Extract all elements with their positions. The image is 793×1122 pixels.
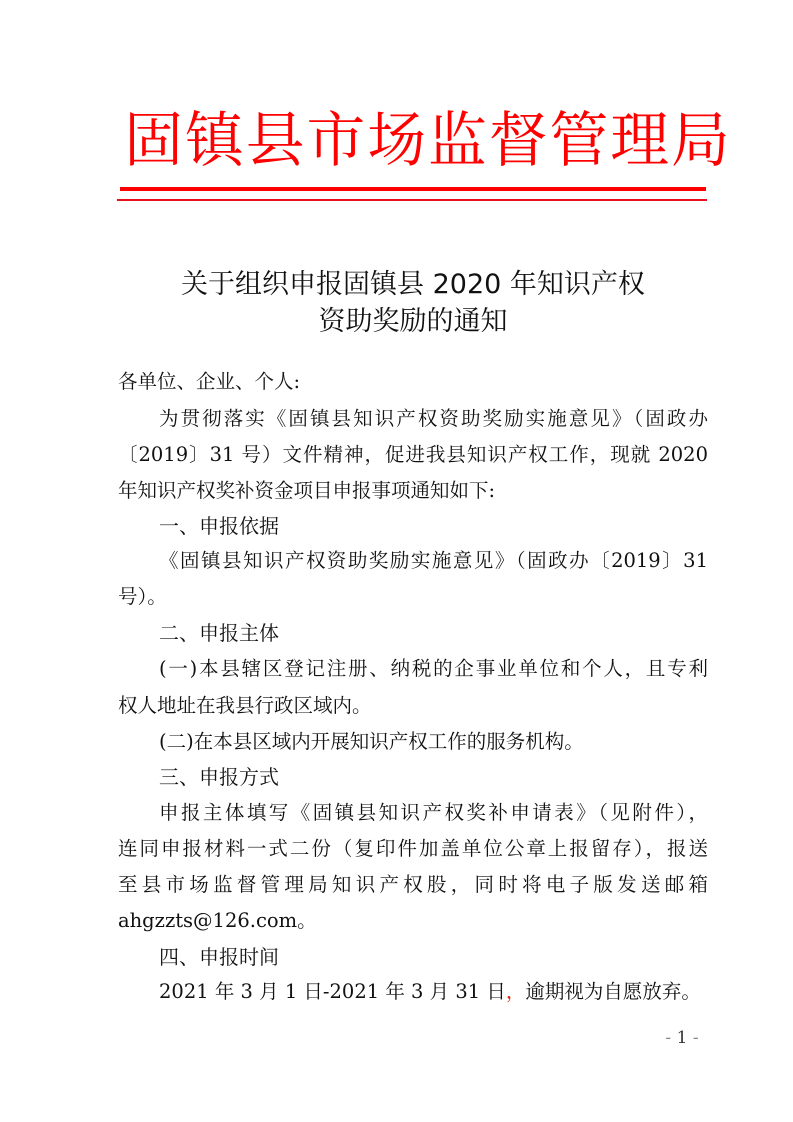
section-heading-applicant: 二、申报主体 bbox=[159, 621, 279, 645]
section-heading-method: 三、申报方式 bbox=[159, 765, 279, 789]
masthead-text: 固镇县市场监督管理局 bbox=[124, 106, 732, 176]
page-number bbox=[652, 1024, 712, 1052]
section-time-line bbox=[118, 974, 708, 1010]
intro-line-3: 年知识产权奖补资金项目申报事项通知如下: bbox=[118, 479, 496, 502]
section-method-line-3: 至县市场监督管理局知识产权股，同时将电子版发送邮箱 bbox=[118, 873, 708, 896]
document-title-line-1: 关于组织申报固镇县 2020 年知识产权 bbox=[181, 269, 645, 300]
section-basis-line-1: 《固镇县知识产权资助奖励实施意见》（固政办〔2019〕31 bbox=[159, 549, 708, 572]
salutation: 各单位、企业、个人: bbox=[118, 370, 301, 393]
masthead-title bbox=[118, 104, 732, 178]
page-number-value: 1 bbox=[676, 1028, 688, 1048]
section-method-email: ahgzzts@126.com。 bbox=[118, 909, 317, 932]
section-basis-line-2: 号）。 bbox=[118, 585, 167, 608]
section-heading-basis: 一、申报依据 bbox=[159, 514, 279, 538]
page-number-dash-right: - bbox=[692, 1028, 699, 1048]
section-time-dates: 2021 年 3 月 1 日-2021 年 3 月 31 日 bbox=[159, 980, 506, 1003]
section-heading-time: 四、申报时间 bbox=[159, 945, 279, 969]
section-applicant-line-1: (一)本县辖区登记注册、纳税的企事业单位和个人，且专利 bbox=[159, 657, 708, 680]
section-applicant-line-2: 权人地址在我县行政区域内。 bbox=[118, 694, 372, 717]
masthead-rule-thick bbox=[120, 187, 706, 191]
section-applicant-line-3: (二)在本县区域内开展知识产权工作的服务机构。 bbox=[159, 730, 584, 753]
section-time-note: 逾期视为自愿放弃。 bbox=[525, 980, 701, 1003]
section-time-comma: ， bbox=[505, 980, 526, 1003]
section-method-line-2: 连同申报材料一式二份（复印件加盖单位公章上报留存），报送 bbox=[118, 837, 708, 860]
masthead-rule-thin bbox=[117, 199, 707, 201]
section-method-line-1: 申报主体填写《固镇县知识产权奖补申请表》（见附件）， bbox=[159, 801, 708, 824]
intro-line-2: 〔2019〕31 号）文件精神，促进我县知识产权工作，现就 2020 bbox=[118, 443, 708, 466]
intro-line-1: 为贯彻落实《固镇县知识产权资助奖励实施意见》（固政办 bbox=[159, 407, 708, 430]
page-number-dash-left: - bbox=[665, 1028, 672, 1048]
document-title-line-2: 资助奖励的通知 bbox=[318, 306, 508, 337]
